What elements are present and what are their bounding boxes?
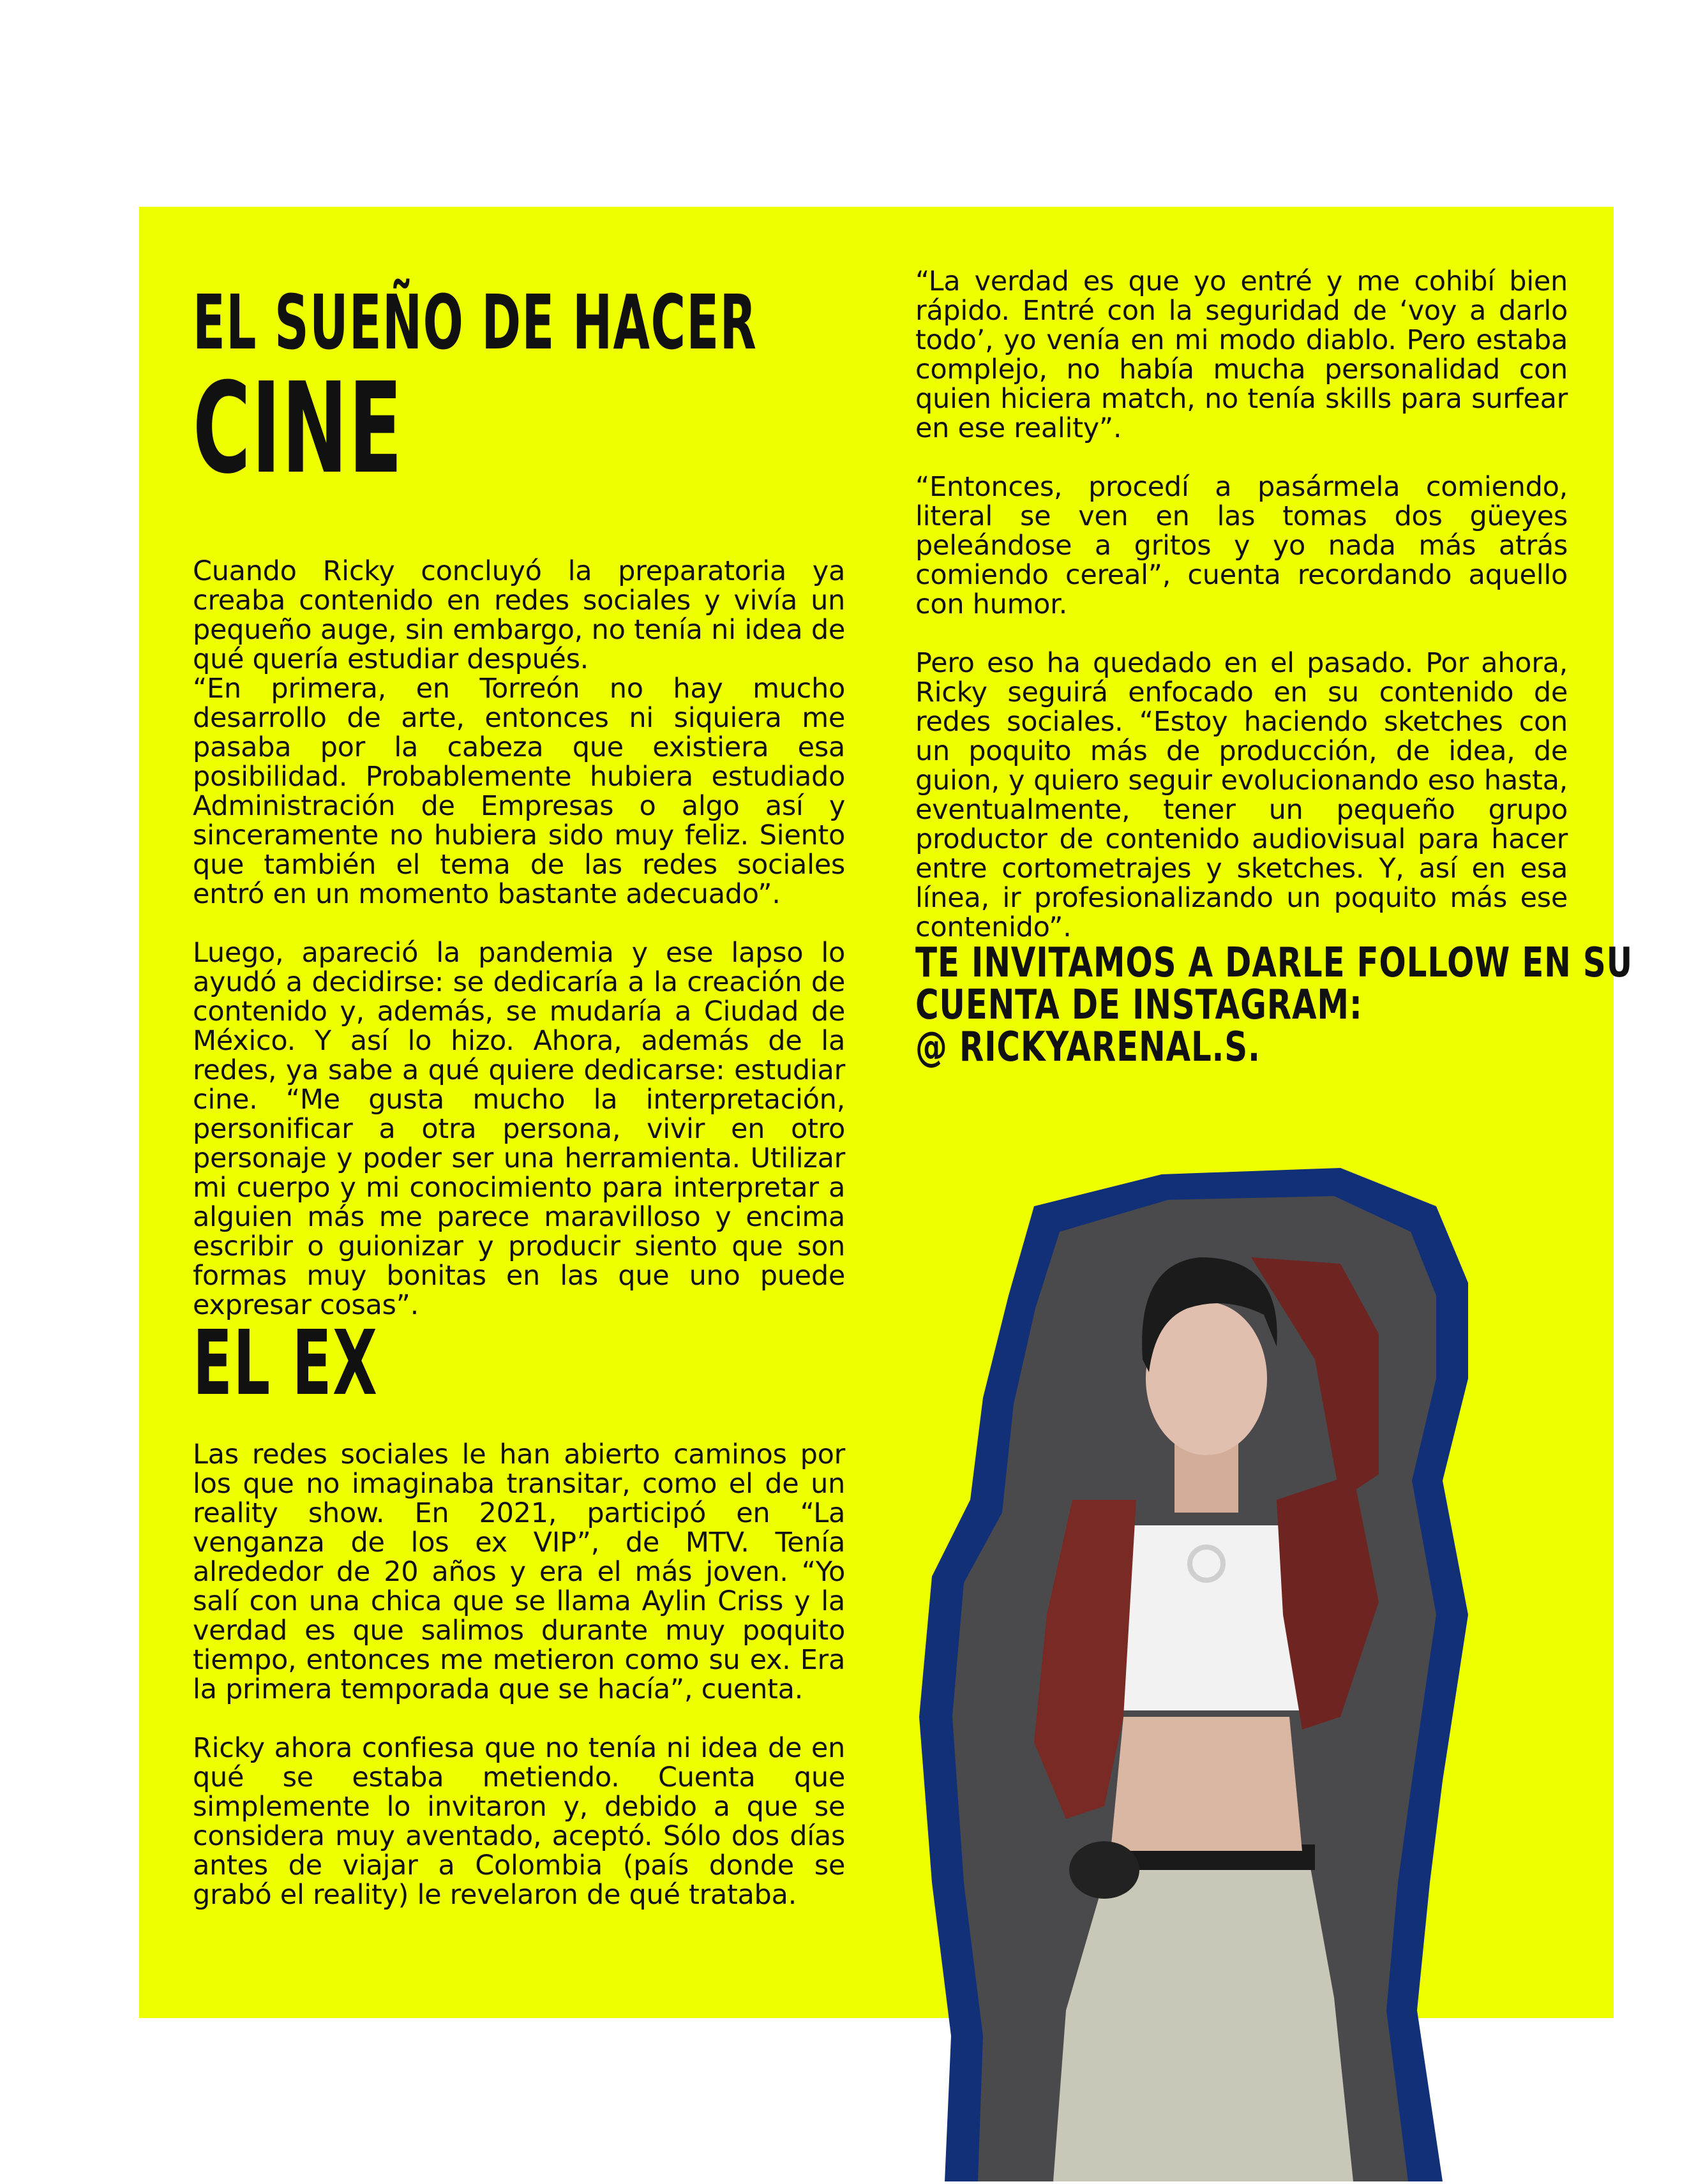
paragraph: Luego, apareció la pandemia y ese lapso lo ayudó a decidirse: se dedicaría a la creación de contenido y, además, se mudaría a Ciudad de México. Y así lo hizo. Ahora, además de la redes, ya sabe a qué quiere dedicarse: estudiar cine. “Me gusta mucho la interpretación, personificar a otra persona, vivir en otro personaje y poder ser una herramienta. Utilizar mi cuerpo y mi conocimiento para interpretar a alguien más me parece maravilloso y encima escribir o guionizar y producir siento que son formas muy bonitas en las que uno puede expresar cosas”. xyxy=(193,937,845,1321)
paragraph: “Entonces, procedí a pasármela comiendo, literal se ven en las tomas dos güeyes peleándose a gritos y yo nada más atrás comiendo cereal”, cuenta recordando aquello con humor. xyxy=(915,471,1568,620)
heading-line-1: EL SUEÑO DE HACER xyxy=(193,278,758,366)
cta-line-2: CUENTA DE INSTAGRAM: xyxy=(915,982,1363,1029)
heading-cine xyxy=(193,356,403,502)
instagram-handle: @ RICKYARENAL.S. xyxy=(915,1024,1261,1071)
paragraph: “La verdad es que yo entré y me cohibí bien rápido. Entré con la seguridad de ‘voy a darlo todo’, yo venía en mi modo diablo. Pero estaba complejo, no había mucha personalidad con quien hiciera match, no tenía skills para surfear en ese reality”. xyxy=(915,266,1568,444)
left-column-section-2 xyxy=(193,1440,845,1939)
instagram-call-to-action xyxy=(915,939,1633,1071)
paragraph: Las redes sociales le han abierto caminos por los que no imaginaba transitar, como el de un reality show. En 2021, participó en “La venganza de los ex VIP”, de MTV. Tenía alrededor de 20 años y era el más joven. “Yo salí con una chica que se llama Aylin Criss y la verdad es que salimos durante muy poquito tiempo, entonces me metieron como su ex. Era la primera temporada que se hacía”, cuenta. xyxy=(193,1439,845,1705)
paragraph: “En primera, en Torreón no hay mucho desarrollo de arte, entonces ni siquiera me pasaba por la cabeza que existiera esa posibilidad. Probablemente hubiera estudiado Administración de Empresas o algo así y sinceramente no hubiera sido muy feliz. Siento que también el tema de las redes sociales entró en un momento bastante adecuado”. xyxy=(193,673,845,910)
right-column xyxy=(915,267,1568,971)
section-heading-ex xyxy=(193,1312,379,1416)
model-photo-illustration xyxy=(894,1168,1519,2181)
gloved-hand xyxy=(1069,1841,1139,1899)
section-heading-dream xyxy=(193,278,758,366)
left-column-section-1 xyxy=(193,557,845,1349)
white-tank-top xyxy=(1117,1525,1302,1710)
paragraph: Pero eso ha quedado en el pasado. Por ahora, Ricky seguirá enfocado en su contenido de redes sociales. “Estoy haciendo sketches con un poquito más de producción, de idea, de guion, y quiero seguir evolucionando eso hasta, eventualmente, tener un pequeño grupo productor de contenido audiovisual para hacer entre cortometrajes y sketches. Y, así en esa línea, ir profesionalizando un poquito más ese contenido”. xyxy=(915,647,1568,943)
model-photo-cutout xyxy=(894,1168,1519,2181)
heading-ex-text: EL EX xyxy=(193,1312,379,1416)
heading-line-2: CINE xyxy=(193,356,403,502)
cta-line-1: TE INVITAMOS A DARLE FOLLOW EN SU xyxy=(915,939,1633,987)
paragraph: Ricky ahora confiesa que no tenía ni idea de en qué se estaba metiendo. Cuenta que simplemente lo invitaron y, debido a que se considera muy aventado, aceptó. Sólo dos días antes de viajar a Colombia (país donde se grabó el reality) le revelaron de qué trataba. xyxy=(193,1732,845,1911)
paragraph: Cuando Ricky concluyó la preparatoria ya creaba contenido en redes sociales y vivía un pequeño auge, sin embargo, no tenía ni idea de qué quería estudiar después. xyxy=(193,555,845,675)
pants xyxy=(1053,1857,1353,2181)
torso xyxy=(1111,1717,1302,1851)
